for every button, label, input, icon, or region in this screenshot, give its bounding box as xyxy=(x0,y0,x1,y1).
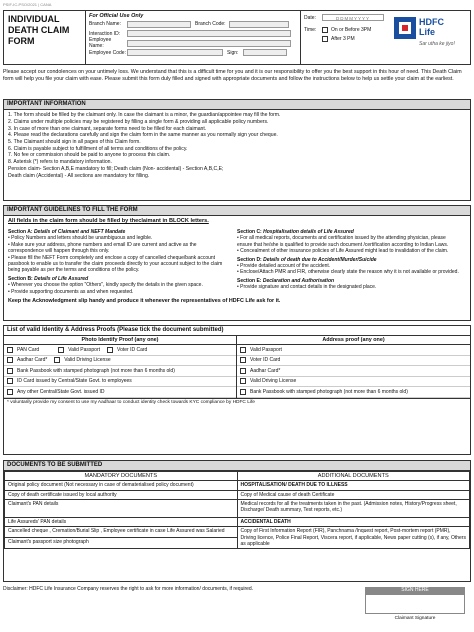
mandatory-doc: Claimant's passport size photograph xyxy=(5,538,238,549)
interaction-id-label: Interaction ID: xyxy=(89,30,121,37)
additional-doc-heading: ACCIDENTAL DEATH xyxy=(237,518,470,527)
addr-passport-label: Valid Passport xyxy=(250,346,282,353)
guideline-bullet: • Concealment of other insurance policies of Life Assured might lead to invalidation of the claim. xyxy=(237,248,460,254)
guidelines-columns xyxy=(4,227,470,295)
section-d-bullets xyxy=(237,263,460,276)
photo-proof-column xyxy=(4,336,237,398)
address-proof-row xyxy=(237,356,470,367)
section-label: Section B: xyxy=(8,275,33,282)
guideline-bullet: • Provide supporting documents as and when requested. xyxy=(8,289,231,295)
sign-here-label: SIGN HERE xyxy=(365,587,465,594)
section-label: Section A: xyxy=(8,228,33,235)
voter-id-label: Voter ID Card xyxy=(117,346,148,353)
hdfc-logo-icon xyxy=(394,17,416,39)
employee-name-field[interactable] xyxy=(127,40,291,47)
info-item: 6. Claim is payable subject to fulfillment of all terms and conditions of the policy. xyxy=(8,145,188,152)
photo-proof-row xyxy=(4,377,236,388)
mandatory-docs-heading: MANDATORY DOCUMENTS xyxy=(5,472,238,481)
section-title: Declaration and Authorisation xyxy=(262,277,335,284)
employee-name-label: Employee Name: xyxy=(89,37,112,50)
addr-bank-passbook-checkbox[interactable] xyxy=(240,389,246,395)
info-item: 4. Please read the declarations carefully and sign the claim form in the same manner as you normally sign your cheque. xyxy=(8,132,278,139)
time-before-3pm-label: On or Before 3PM xyxy=(331,27,372,33)
guideline-bullet: • For all medical reports, documents and certification issued by the attending physician, please ensure that he/she is qualified to provide such document /certification according to Indian Laws. xyxy=(237,235,460,248)
govt-id-card-checkbox[interactable] xyxy=(7,378,13,384)
addr-aadhar-label: Aadhar Card* xyxy=(250,367,281,374)
govt-id-card-label: ID Card issued by Central/State Govt. to employees xyxy=(17,378,132,385)
pan-card-checkbox[interactable] xyxy=(7,347,13,353)
addr-passport-checkbox[interactable] xyxy=(240,347,246,353)
claimant-signature-label: Claimant Signature xyxy=(394,616,436,621)
info-item: 1. The form should be filled by the claimant only. In case the claimant is a minor, the guardian/appointee may fill the form. xyxy=(8,112,281,119)
form-title xyxy=(4,11,86,64)
passport-checkbox[interactable] xyxy=(58,347,64,353)
employee-code-field[interactable] xyxy=(127,49,223,56)
address-proof-row xyxy=(237,345,470,356)
addr-driving-license-checkbox[interactable] xyxy=(240,378,246,384)
info-item: 5. The Claimant should sign in all pages of this Claim form. xyxy=(8,139,141,145)
important-info-heading: IMPORTANT INFORMATION xyxy=(4,100,470,110)
important-info-section xyxy=(3,99,471,201)
time-label: Time: xyxy=(304,27,317,33)
info-item: Death claim (Accidental) - All sections are mandatory for filling. xyxy=(8,172,150,179)
branch-code-field[interactable] xyxy=(229,21,289,28)
important-info-list xyxy=(4,110,470,181)
other-govt-id-checkbox[interactable] xyxy=(7,389,13,395)
date-label: Date: xyxy=(304,14,316,21)
guidelines-heading: IMPORTANT GUIDELINES TO FILL THE FORM xyxy=(4,206,470,216)
additional-doc: Copy of First Information Report (FIR), Panchnama /Inquest report, Post-mortem report (PMR), Driving licence, Police Final Report, Viscera report, if applicable, News paper cutting (s), if any, Others as applicable xyxy=(237,527,470,549)
form-header xyxy=(3,10,471,65)
brand-line: HDFC xyxy=(419,17,444,27)
aadhar-label: Aadhar Card* xyxy=(17,357,48,364)
branch-name-field[interactable] xyxy=(127,21,191,28)
branch-code-label: Branch Code: xyxy=(195,21,226,28)
mandatory-doc: Life Assureds' PAN details xyxy=(5,518,238,527)
passport-label: Valid Passport xyxy=(68,346,101,353)
additional-doc: Copy of Medical cause of death Certificate xyxy=(237,490,470,499)
addr-driving-license-label: Valid Driving License xyxy=(250,378,297,385)
section-label: Section D: xyxy=(237,256,262,263)
sign-field[interactable] xyxy=(243,49,287,56)
address-proof-heading: Address proof (any one) xyxy=(237,336,470,345)
driving-license-label: Valid Driving License xyxy=(64,357,111,364)
address-proof-column xyxy=(237,336,470,398)
additional-doc: Medical records for all the treatments taken in the past. (Admission notes, History/Progress sheet, Discharge/ Death summary, Test reports, etc.) xyxy=(237,500,470,518)
bank-passbook-label: Bank Passbook with stamped photograph (not more than 6 months old) xyxy=(17,367,175,374)
form-code: PSIF-IC-PSO/2021 | CANA xyxy=(3,2,52,7)
brand-line: Life xyxy=(419,27,436,37)
mandatory-doc: Cancelled cheque , Cremation/Burial Slip , Employee certificate in case Life Assured was Salaried xyxy=(5,527,238,538)
mandatory-doc: Original policy document (Not necessary in case of dematerialised policy document) xyxy=(5,481,238,490)
title-line: INDIVIDUAL xyxy=(8,14,60,24)
documents-table xyxy=(4,471,470,549)
guideline-bullet: • Policy Numbers and letters should be unambiguous and legible. xyxy=(8,235,231,241)
info-item: 2. Claims under multiple policies may be registered by filling a single form & providing all applicable policy numbers. xyxy=(8,118,269,125)
section-b-bullets xyxy=(8,282,231,295)
date-field[interactable]: DDMMYYYY xyxy=(322,14,384,21)
section-title: Details of death due to Accident/Murder/Suicide xyxy=(263,256,377,263)
mandatory-doc: Claimant's PAN details xyxy=(5,500,238,518)
official-use-box xyxy=(86,11,294,64)
addr-voter-id-label: Voter ID Card xyxy=(250,357,281,364)
disclaimer: Disclaimer: HDFC Life Insurance Company reserves the right to ask for more information/ documents, if required. xyxy=(3,586,254,592)
time-before-3pm-checkbox[interactable] xyxy=(322,27,328,33)
title-line: FORM xyxy=(8,36,35,46)
guideline-bullet: • Provide detailed account of the accident. xyxy=(237,263,460,269)
intro-paragraph: Please accept our condolences on your untimely loss. We understand that this is a difficult time for you and it is our responsibility to offer you the best support in this hour of need. This Death Claim form will help you file your claim with ease. Please submit this form duly filled and signed with appropriate documents and follow the instructions below to help us settle your claim at the earliest. xyxy=(3,69,462,82)
guidelines-subheading: All fields in the claim form should be filled by theclaimant in BLOCK letters. xyxy=(8,218,209,225)
address-proof-row xyxy=(237,366,470,377)
section-c-bullets xyxy=(237,235,460,254)
section-label: Section E: xyxy=(237,277,262,284)
additional-doc-heading: HOSPITALISATION/ DEATH DUE TO ILLNESS xyxy=(237,481,470,490)
sign-label: Sign: xyxy=(227,49,239,56)
addr-bank-passbook-label: Bank Passbook with stamped photograph (not more than 6 months old) xyxy=(250,388,408,395)
guideline-bullet: • Enclose/Attach PMR and FIR, otherwise clearly state the reason why it is not available or provided. xyxy=(237,269,460,275)
address-proof-row xyxy=(237,387,470,398)
section-label: Section C: xyxy=(237,228,262,235)
aadhaar-consent-note: * voluntarily provide my consent to use my Aadhaar to conduct identity check towards KYC compliance by HDFC Life xyxy=(4,398,470,407)
other-govt-id-label: Any other Central/State Govt. issued ID xyxy=(17,388,105,395)
guidelines-section xyxy=(3,205,471,321)
hdfc-life-logo xyxy=(392,13,470,62)
photo-proof-row xyxy=(4,345,236,356)
id-proofs-section xyxy=(3,325,471,455)
id-proofs-heading: List of valid Identity & Address Proofs (Please tick the document submitted) xyxy=(4,326,470,336)
documents-heading: DOCUMENTS TO BE SUBMITTED xyxy=(4,461,470,471)
claimant-signature-field[interactable] xyxy=(365,594,465,614)
photo-proof-heading: Photo Identify Proof (any one) xyxy=(4,336,236,345)
guideline-bullet: • Please fill the NEFT Form completely and enclose a copy of cancelled cheque/bank account passbook to enable us to transfer the claim proceeds directly to your account subject to the claim being payable as per the terms and conditions of the policy. xyxy=(8,255,231,274)
addr-voter-id-checkbox[interactable] xyxy=(240,357,246,363)
section-e-bullets xyxy=(237,284,460,290)
time-after-3pm-label: After 3 PM xyxy=(331,36,355,42)
section-a-bullets xyxy=(8,235,231,273)
address-proof-row xyxy=(237,377,470,388)
guideline-bullet: • Wherever you choose the option "Others", kindly specify the details in the given space. xyxy=(8,282,231,288)
bank-passbook-checkbox[interactable] xyxy=(7,368,13,374)
title-line: DEATH CLAIM xyxy=(8,25,70,35)
brand-name xyxy=(419,17,444,37)
brand-tagline: Sar utha ke jiyo! xyxy=(419,41,455,47)
signature-block xyxy=(365,587,465,623)
driving-license-checkbox[interactable] xyxy=(54,357,60,363)
photo-proof-row xyxy=(4,356,236,367)
acknowledgement-note: Keep the Acknowledgment slip handy and produce it whenever the representatives of HDFC Life ask for it. xyxy=(8,297,281,304)
guidelines-left-column xyxy=(8,227,237,295)
claim-form-page xyxy=(3,3,471,629)
guideline-bullet: • Make sure your address, phone numbers and email ID are current and active as the correspondence will happen through this only. xyxy=(8,242,231,255)
time-after-3pm-checkbox[interactable] xyxy=(322,36,328,42)
info-item: 7. No fee or commission should be paid to anyone to process this claim. xyxy=(8,152,171,159)
section-title: Hospitalisation details of Life Assured xyxy=(263,228,354,235)
additional-docs-heading: ADDITIONAL DOCUMENTS xyxy=(237,472,470,481)
voter-id-checkbox[interactable] xyxy=(107,347,113,353)
documents-section xyxy=(3,460,471,582)
guideline-bullet: • Provide signature and contact details in the designated place. xyxy=(237,284,460,290)
photo-proof-row xyxy=(4,387,236,398)
aadhar-checkbox[interactable] xyxy=(7,357,13,363)
id-proofs-grid xyxy=(4,336,470,398)
photo-proof-row xyxy=(4,366,236,377)
employee-code-label: Employee Code: xyxy=(89,49,126,56)
addr-aadhar-checkbox[interactable] xyxy=(240,368,246,374)
info-item: 3. In case of more than one claimant, separate forms need to be filled for each claimant. xyxy=(8,125,207,132)
date-time-box xyxy=(300,11,390,64)
branch-name-label: Branch Name: xyxy=(89,21,121,28)
guidelines-right-column xyxy=(237,227,466,295)
info-item: Pension claim- Section A,B,E mandatory to fill; Death claim (Non- accidental) - Section A,B,C,E; xyxy=(8,165,224,172)
section-title: Details of Claimant and NEFT Mandate xyxy=(33,228,126,235)
mandatory-doc: Copy of death certificate issued by local authority xyxy=(5,490,238,499)
pan-card-label: PAN Card xyxy=(17,346,40,353)
section-title: Details of Life Assured xyxy=(34,275,89,282)
interaction-id-field[interactable] xyxy=(127,30,291,37)
official-use-label: For Official Use Only xyxy=(89,13,144,19)
info-item: 8. Asterisk (*) refers to mandatory information. xyxy=(8,159,112,166)
